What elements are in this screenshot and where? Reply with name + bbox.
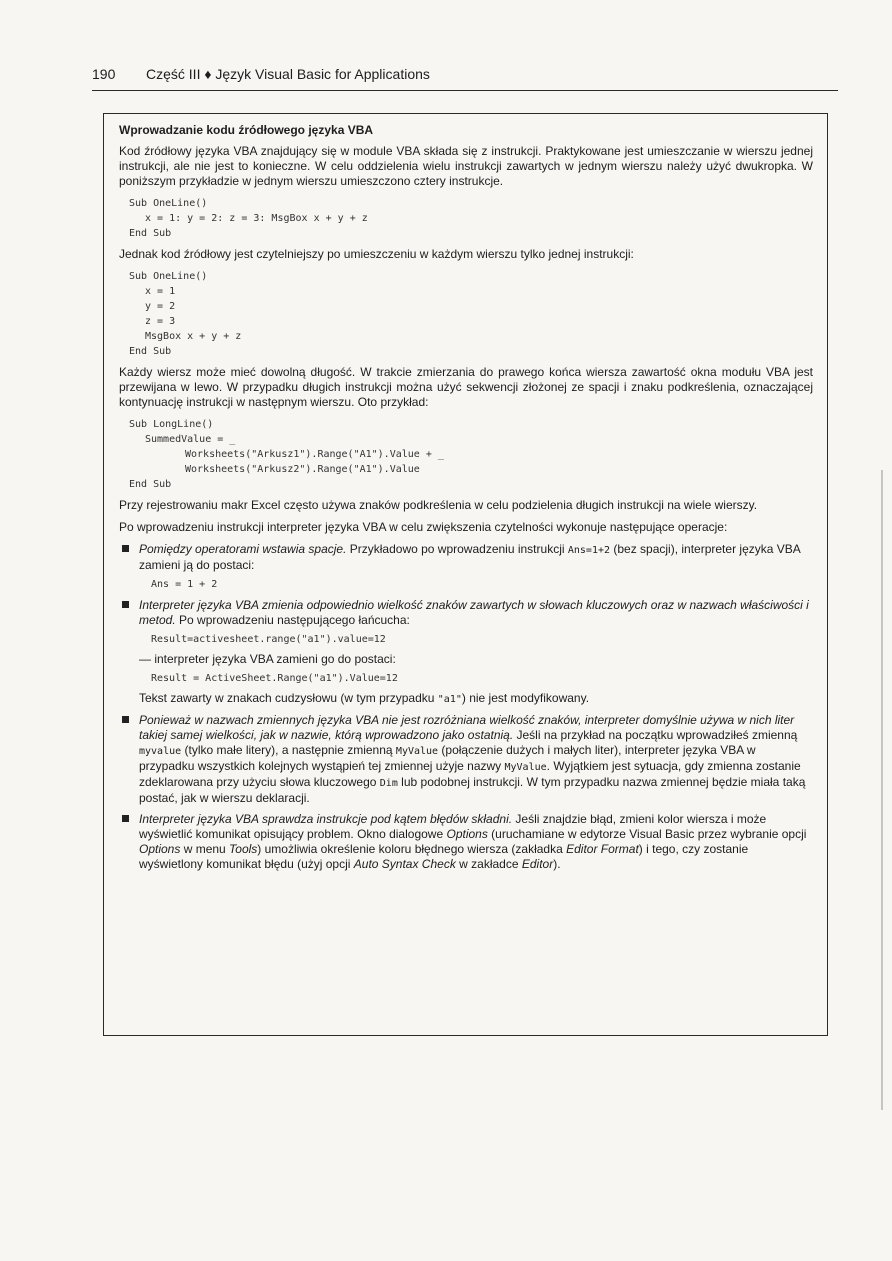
inline-code: MyValue — [395, 746, 439, 757]
bullet-lead: Pomiędzy operatorami wstawia spacje. — [139, 542, 347, 556]
code-example: Result = ActiveSheet.Range("a1").Value=12 — [151, 673, 398, 684]
bullet-square-icon — [122, 815, 129, 822]
code-line: x = 1 — [145, 286, 176, 297]
code-line: Worksheets("Arkusz2").Range("A1").Value — [185, 464, 420, 475]
code-line: x = 1: y = 2: z = 3: MsgBox x + y + z — [145, 213, 368, 224]
box-title: Wprowadzanie kodu źródłowego języka VBA — [119, 123, 374, 137]
inline-code: Dim — [379, 778, 398, 789]
bullet-lead: Interpreter języka VBA zmienia odpowiednio wielkość znaków zawartych w słowach kluczowych oraz w nazwach właściwości i metod. — [139, 598, 809, 627]
bullet-square-icon — [122, 601, 129, 608]
paragraph-3: Każdy wiersz może mieć dowolną długość. W trakcie zmierzania do prawego końca wiersza zawartość okna modułu VBA jest przewijana w lewo. W przypadku długich instrukcji można użyć sekwencji złożonej ze spacji i znaku podkreślenia, oznaczającej kontynuację instrukcji w następnym wierszu. Oto przykład: — [119, 365, 813, 409]
paragraph-1: Kod źródłowy języka VBA znajdujący się w module VBA składa się z instrukcji. Praktykowane jest umieszczanie w wierszu jednej instrukcji, ale nie jest to konieczne. W celu oddzielenia wielu instrukcji zawartych w jednym wierszu należy użyć dwukropka. W poniższym przykładzie w jednym wierszu umieszczono cztery instrukcje. — [119, 144, 813, 188]
code-line: End Sub — [129, 228, 172, 239]
code-line: MsgBox x + y + z — [145, 331, 242, 342]
code-line: Sub OneLine() — [129, 198, 208, 209]
inline-code: MyValue — [504, 762, 547, 773]
bullet-item-syntax: Interpreter języka VBA sprawdza instrukcje pod kątem błędów składni. Jeśli znajdzie błąd, zmieni kolor wiersza i może wyświetlić komunikat opisujący problem. Okno dialogowe Options (uruchamiane w edytorze Visual Basic przez wybranie opcji Options w menu Tools) umożliwia określenie koloru błędnego wiersza (zakładka Editor Format) i tego, czy zostanie wyświetlony komunikat błędu (użyj opcji Auto Syntax Check w zakładce Editor). — [119, 812, 813, 872]
bullet-square-icon — [122, 716, 129, 723]
bullet-lead: Ponieważ w nazwach zmiennych języka VBA nie jest rozróżniana wielkość znaków, interpreter domyślnie używa w nich liter takiej samej wielkości, jak w nazwie, którą wprowadzono jako ostatnią. — [139, 713, 795, 742]
bullet-item-case: Interpreter języka VBA zmienia odpowiednio wielkość znaków zawartych w słowach kluczowych oraz w nazwach właściwości i metod. Po wprowadzeniu następującego łańcucha: Result=activesheet.range("a1").value=12 — interpreter języka VBA zamieni go do postaci: Result = ActiveSheet.Range("a1").Value=12 Tekst zawarty w znakach cudzysłowu (w tym przypadku "a1") nie jest modyfikowany. — [119, 598, 813, 707]
bullet-item-spaces: Pomiędzy operatorami wstawia spacje. Przykładowo po wprowadzeniu instrukcji Ans=1+2 (bez spacji), interpreter języka VBA zamieni ją do postaci: Ans = 1 + 2 — [119, 542, 813, 592]
page-number: 190 — [92, 66, 116, 82]
code-example: Result=activesheet.range("a1").value=12 — [151, 634, 386, 645]
bullet-square-icon — [122, 545, 129, 552]
code-line: Worksheets("Arkusz1").Range("A1").Value + _ — [185, 449, 444, 460]
code-line: SummedValue = _ — [145, 434, 236, 445]
paragraph-2: Jednak kod źródłowy jest czytelniejszy po umieszczeniu w każdym wierszu tylko jednej instrukcji: — [119, 247, 634, 261]
sidebar-box — [103, 113, 828, 1036]
code-line: Sub OneLine() — [129, 271, 208, 282]
code-block-1 — [129, 196, 813, 241]
paragraph-4: Przy rejestrowaniu makr Excel często używa znaków podkreślenia w celu podzielenia długich instrukcji na wiele wierszy. — [119, 498, 758, 512]
code-line: End Sub — [129, 479, 172, 490]
bullet-lead: Interpreter języka VBA sprawdza instrukcje pod kątem błędów składni. — [139, 812, 513, 826]
page-header — [92, 64, 838, 91]
bullet-note: Tekst zawarty w znakach cudzysłowu (w tym przypadku "a1") nie jest modyfikowany. — [139, 691, 590, 705]
inline-code: myvalue — [139, 746, 182, 757]
running-head: Część III ♦ Język Visual Basic for Applications — [146, 66, 430, 82]
bullet-mid-text: — interpreter języka VBA zamieni go do postaci: — [139, 652, 396, 666]
code-line: z = 3 — [145, 316, 176, 327]
code-block-2 — [129, 269, 813, 359]
code-line: Sub LongLine() — [129, 419, 214, 430]
paragraph-5: Po wprowadzeniu instrukcji interpreter języka VBA w celu zwiększenia czytelności wykonuje następujące operacje: — [119, 520, 728, 534]
inline-code: "a1" — [437, 694, 462, 705]
scan-edge-line — [881, 470, 883, 1110]
inline-code: Ans=1+2 — [567, 545, 611, 556]
code-line: y = 2 — [145, 301, 176, 312]
code-example: Ans = 1 + 2 — [151, 579, 218, 590]
code-block-3 — [129, 417, 813, 492]
code-line: End Sub — [129, 346, 172, 357]
bullet-item-variables: Ponieważ w nazwach zmiennych języka VBA nie jest rozróżniana wielkość znaków, interpreter domyślnie używa w nich liter takiej samej wielkości, jak w nazwie, którą wprowadzono jako ostatnią. Jeśli na przykład na początku wprowadziłeś zmienną myvalue (tylko małe litery), a następnie zmienną MyValue (połączenie dużych i małych liter), interpreter języka VBA w przypadku wszystkich kolejnych wystąpień tej zmiennej użyje nazwy MyValue. Wyjątkiem jest sytuacja, gdy zmienna zostanie zdeklarowana przy użyciu słowa kluczowego Dim lub podobnej instrukcji. W tym przypadku nazwa zmiennej będzie miała taką postać, jak w wierszu deklaracji. — [119, 713, 813, 806]
